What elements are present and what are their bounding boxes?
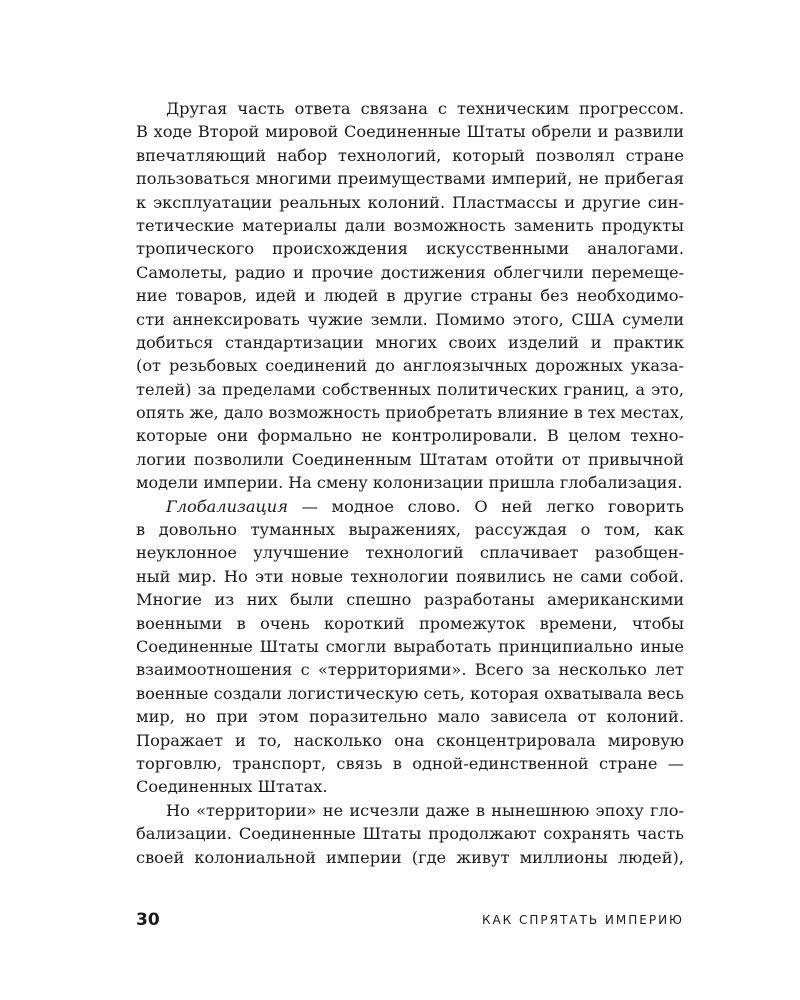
running-title: КАК СПРЯТАТЬ ИМПЕРИЮ <box>481 913 684 927</box>
text-line: сти аннексировать чужие земли. Помимо этого, США сумели <box>136 309 684 329</box>
text-line: бализации. Соединенные Штаты продолжают сохранять часть <box>136 824 684 844</box>
text-line: Но «территории» не исчезли даже в нынешнюю эпоху гло- <box>166 800 684 820</box>
text-line: торговлю, транспорт, связь в одной-единственной стране — <box>136 753 684 773</box>
text-line: телей) за пределами собственных политических границ, а это, <box>136 379 684 399</box>
text-line: Многие из них были спешно разработаны американскими <box>136 590 684 610</box>
text-line: к эксплуатации реальных колоний. Пластмассы и другие син- <box>136 192 684 212</box>
text-line: (от резьбовых соединений до англоязычных дорожных указа- <box>136 356 684 376</box>
text-line: Соединенные Штаты смогли выработать принципиально иные <box>136 636 684 656</box>
page-number: 30 <box>136 910 160 930</box>
text-line: ние товаров, идей и людей в другие страны без необходимо- <box>136 286 684 306</box>
text-line: которые они формально не контролировали. В целом техно- <box>136 426 684 446</box>
text-line: Другая часть ответа связана с техническим прогрессом. <box>166 99 684 118</box>
text-line: Поражает и то, насколько она сконцентрировала мировую <box>136 730 684 750</box>
text-line: пользоваться многими преимуществами империй, не прибегая <box>136 169 684 189</box>
text-line: логии позволили Соединенным Штатам отойти от привычной <box>136 449 684 469</box>
text-line-rest: — модное слово. О ней легко говорить <box>287 496 684 516</box>
text-line: мир, но при этом поразительно мало зависела от колоний. <box>136 707 684 727</box>
text-line: опять же, дало возможность приобретать влияние в тех местах, <box>136 403 685 423</box>
text-line: неуклонное улучшение технологий сплачивает разобщен- <box>136 543 684 563</box>
text-line: впечатляющий набор технологий, который позволял стране <box>136 145 684 165</box>
text-line: тропического происхождения искусственными аналогами. <box>136 239 684 259</box>
text-line: Самолеты, радио и прочие достижения облегчили перемеще- <box>136 262 684 282</box>
text-line: В ходе Второй мировой Соединенные Штаты обрели и развили <box>136 122 684 142</box>
text-line: взаимоотношения с «территориями». Всего за несколько лет <box>136 660 684 680</box>
text-line: Соединенных Штатах. <box>136 777 328 797</box>
text-line <box>136 495 684 518</box>
page-footer <box>136 908 684 932</box>
text-line: добиться стандартизации многих своих изделий и практик <box>136 332 684 352</box>
body-text <box>136 97 684 869</box>
italic-term: Глобализация <box>166 496 288 516</box>
text-line: модели империи. На смену колонизации пришла глобализация. <box>136 473 683 493</box>
text-line: ный мир. Но эти новые технологии появились не сами собой. <box>136 566 684 586</box>
text-line: своей колониальной империи (где живут миллионы людей), <box>136 847 684 867</box>
text-line: в довольно туманных выражениях, рассуждая о том, как <box>136 520 684 540</box>
text-line: военными в очень короткий промежуток времени, чтобы <box>136 613 684 633</box>
text-line: тетические материалы дали возможность заменить продукты <box>136 215 684 235</box>
text-line: военные создали логистическую сеть, которая охватывала весь <box>136 683 684 703</box>
